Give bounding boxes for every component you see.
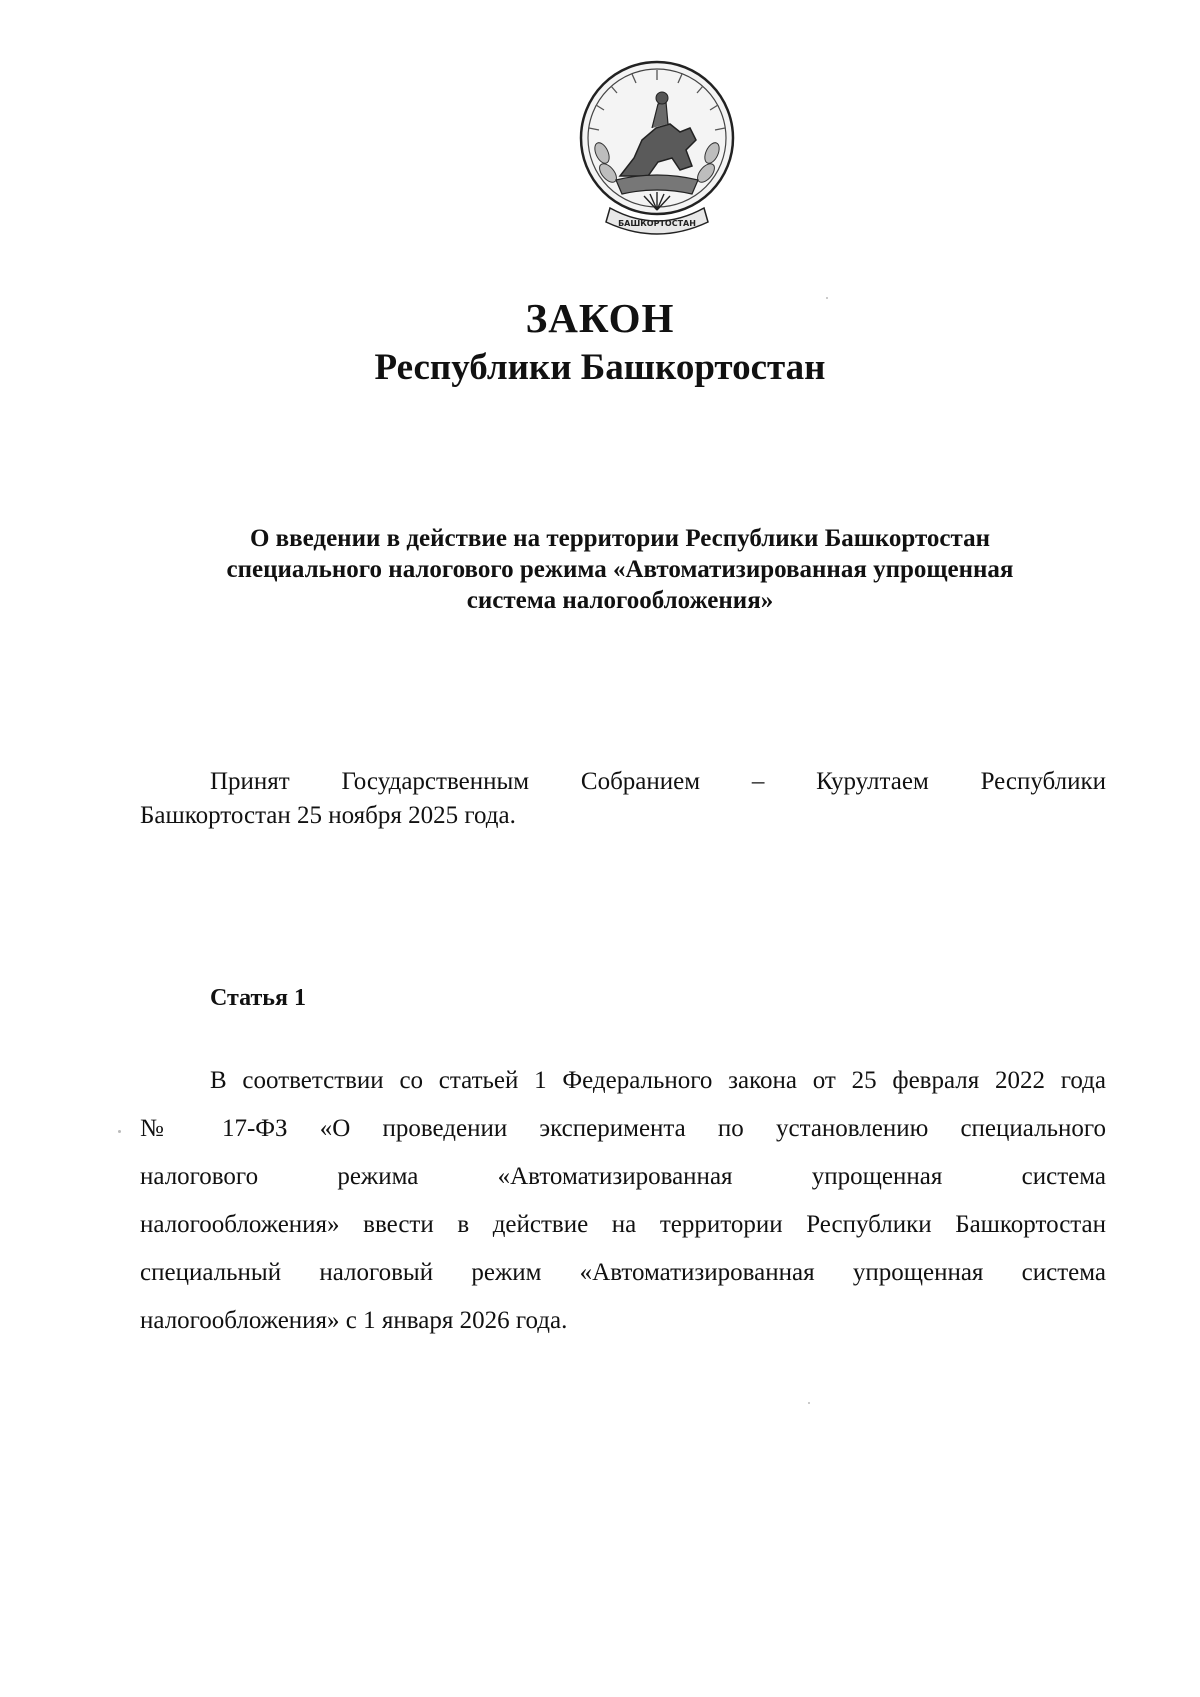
article-paragraph	[140, 1057, 1106, 1345]
document-subtitle: Республики Башкортостан	[374, 347, 826, 388]
adoption-line: Принят Государственным Собранием – Курултаем Республики	[210, 768, 1106, 795]
article-heading: Статья 1	[210, 985, 306, 1011]
subject-line: система налогообложения»	[466, 587, 774, 614]
scan-speck	[118, 1130, 121, 1133]
scan-speck	[808, 1402, 810, 1404]
article-line: налогообложения» ввести в действие на территории Республики Башкортостан	[140, 1211, 1106, 1238]
law-subject	[160, 523, 1080, 616]
article-line: налогового режима «Автоматизированная упрощенная система	[140, 1163, 1106, 1190]
article-line: В соответствии со статьей 1 Федерального закона от 25 февраля 2022 года	[210, 1067, 1106, 1094]
adoption-paragraph	[140, 765, 1106, 833]
article-line: специальный налоговый режим «Автоматизированная упрощенная система	[140, 1259, 1106, 1286]
article-line: № 17-ФЗ «О проведении эксперимента по установлению специального	[140, 1115, 1106, 1142]
article-line: налогообложения» с 1 января 2026 года.	[140, 1307, 568, 1334]
scan-speck	[826, 297, 828, 299]
subject-line: специального налогового режима «Автоматизированная упрощенная	[226, 556, 1014, 583]
coat-of-arms-icon	[572, 58, 742, 238]
emblem-ribbon-text: БАШКОРТОСТАН	[618, 219, 696, 228]
subject-line: О введении в действие на территории Республики Башкортостан	[249, 525, 991, 552]
document-title: ЗАКОН	[525, 295, 675, 341]
adoption-line: Башкортостан 25 ноября 2025 года.	[140, 802, 516, 829]
